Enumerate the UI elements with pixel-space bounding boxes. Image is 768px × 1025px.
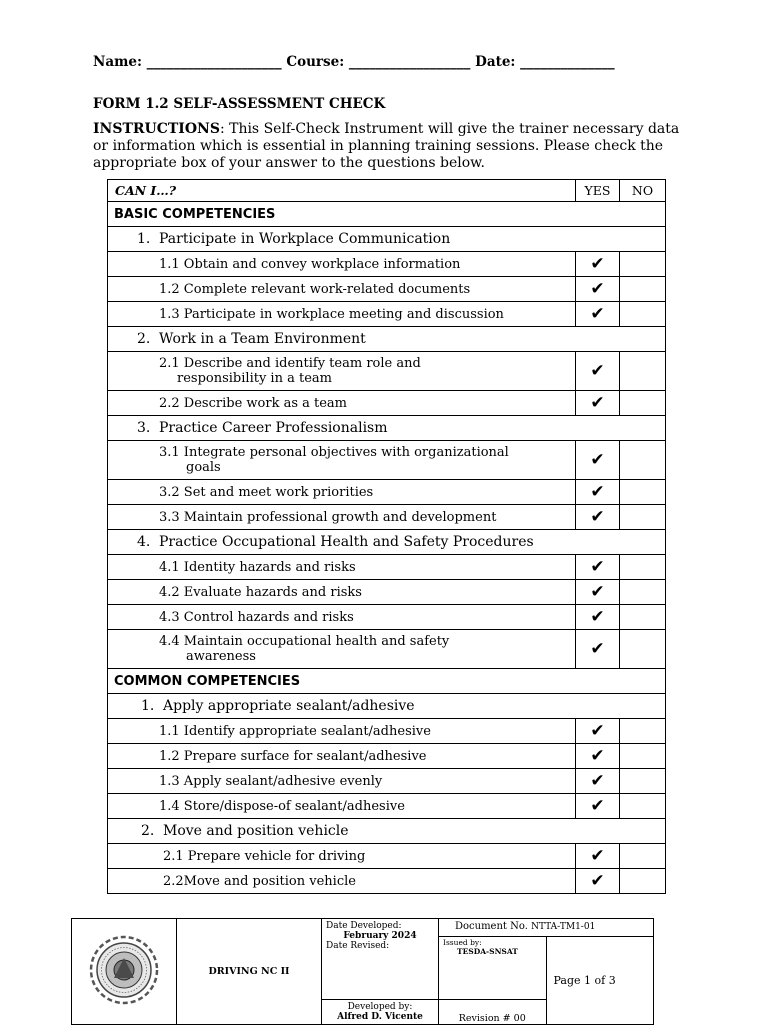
group-row xyxy=(108,227,666,252)
document-number-cell xyxy=(439,919,654,937)
table-row xyxy=(108,555,666,580)
yes-checkbox[interactable]: ✔ xyxy=(576,605,620,630)
document-number: NTTA-TM1-01 xyxy=(531,922,596,932)
no-checkbox[interactable] xyxy=(620,580,666,605)
yes-checkbox[interactable]: ✔ xyxy=(576,480,620,505)
item-label: 3.3 Maintain professional growth and development xyxy=(108,505,576,530)
item-label: 4.4 Maintain occupational health and safety awareness xyxy=(108,630,576,669)
no-checkbox[interactable] xyxy=(620,555,666,580)
item-label: 1.1 Obtain and convey workplace information xyxy=(108,252,576,277)
yes-checkbox[interactable]: ✔ xyxy=(576,505,620,530)
table-row xyxy=(108,580,666,605)
yes-checkbox[interactable]: ✔ xyxy=(576,719,620,744)
table-row xyxy=(108,744,666,769)
document-number-label: Document No. xyxy=(455,921,528,932)
yes-checkbox[interactable]: ✔ xyxy=(576,744,620,769)
yes-checkbox[interactable]: ✔ xyxy=(576,769,620,794)
issued-by-cell xyxy=(439,937,547,1000)
item-label: 1.3 Participate in workplace meeting and discussion xyxy=(108,302,576,327)
group-row xyxy=(108,530,666,555)
form-title: FORM 1.2 SELF-ASSESSMENT CHECK xyxy=(93,96,386,112)
table-row xyxy=(108,630,666,669)
yes-checkbox[interactable]: ✔ xyxy=(576,252,620,277)
no-checkbox[interactable] xyxy=(620,844,666,869)
date-field-label: Date: ______________ xyxy=(475,54,615,70)
header-yes: YES xyxy=(576,180,620,202)
group-title: 1. Apply appropriate sealant/adhesive xyxy=(108,694,666,719)
yes-checkbox[interactable]: ✔ xyxy=(576,302,620,327)
group-row xyxy=(108,416,666,441)
issued-by-label: Issued by: xyxy=(443,938,482,947)
table-row xyxy=(108,605,666,630)
group-title: 4. Practice Occupational Health and Safety Procedures xyxy=(108,530,666,555)
table-row xyxy=(108,769,666,794)
header-can-i: CAN I…? xyxy=(108,180,576,202)
no-checkbox[interactable] xyxy=(620,277,666,302)
table-header-row xyxy=(108,180,666,202)
issuer: TESDA-SNSAT xyxy=(457,947,518,956)
no-checkbox[interactable] xyxy=(620,391,666,416)
document-footer xyxy=(71,918,654,1025)
section-basic-title: BASIC COMPETENCIES xyxy=(108,202,666,227)
yes-checkbox[interactable]: ✔ xyxy=(576,391,620,416)
no-checkbox[interactable] xyxy=(620,769,666,794)
instructions-text: : This Self-Check Instrument will give the trainer necessary data or information which is essential in planning training sessions. Please check the appropriate box of your answer to the questions below. xyxy=(93,121,680,171)
table-row xyxy=(108,302,666,327)
group-row xyxy=(108,327,666,352)
instructions-label: INSTRUCTIONS xyxy=(93,121,220,137)
dates-cell xyxy=(322,919,439,1000)
date-developed-label: Date Developed: xyxy=(326,921,402,931)
no-checkbox[interactable] xyxy=(620,480,666,505)
no-checkbox[interactable] xyxy=(620,869,666,894)
item-label: 3.1 Integrate personal objectives with organizational goals xyxy=(108,441,576,480)
no-checkbox[interactable] xyxy=(620,719,666,744)
date-revised-label: Date Revised: xyxy=(326,941,390,951)
developer: Alfred D. Vicente xyxy=(337,1012,423,1022)
group-row xyxy=(108,694,666,719)
page-number: Page 1 of 3 xyxy=(546,937,654,1025)
yes-checkbox[interactable]: ✔ xyxy=(576,580,620,605)
institution-logo xyxy=(72,919,177,1025)
item-label: 1.4 Store/dispose-of sealant/adhesive xyxy=(108,794,576,819)
table-row xyxy=(108,505,666,530)
no-checkbox[interactable] xyxy=(620,505,666,530)
table-row xyxy=(108,391,666,416)
yes-checkbox[interactable]: ✔ xyxy=(576,277,620,302)
date-developed: February 2024 xyxy=(343,931,417,941)
self-assessment-table xyxy=(107,179,666,894)
yes-checkbox[interactable]: ✔ xyxy=(576,869,620,894)
item-label: 2.2Move and position vehicle xyxy=(108,869,576,894)
seal-icon xyxy=(87,933,161,1007)
item-label: 1.2 Prepare surface for sealant/adhesive xyxy=(108,744,576,769)
table-row xyxy=(108,252,666,277)
item-label: 2.1 Prepare vehicle for driving xyxy=(108,844,576,869)
item-label: 1.2 Complete relevant work-related documents xyxy=(108,277,576,302)
no-checkbox[interactable] xyxy=(620,352,666,391)
yes-checkbox[interactable]: ✔ xyxy=(576,555,620,580)
item-label: 2.1 Describe and identify team role and responsibility in a team xyxy=(108,352,576,391)
table-row xyxy=(108,352,666,391)
section-row xyxy=(108,202,666,227)
group-row xyxy=(108,819,666,844)
no-checkbox[interactable] xyxy=(620,744,666,769)
yes-checkbox[interactable]: ✔ xyxy=(576,844,620,869)
item-label: 4.3 Control hazards and risks xyxy=(108,605,576,630)
item-label: 4.1 Identity hazards and risks xyxy=(108,555,576,580)
item-label: 4.2 Evaluate hazards and risks xyxy=(108,580,576,605)
no-checkbox[interactable] xyxy=(620,794,666,819)
name-field-label: Name: ____________________ xyxy=(93,54,282,70)
group-title: 2. Move and position vehicle xyxy=(108,819,666,844)
item-label: 3.2 Set and meet work priorities xyxy=(108,480,576,505)
no-checkbox[interactable] xyxy=(620,605,666,630)
course-field-label: Course: __________________ xyxy=(286,54,471,70)
developed-by-cell xyxy=(322,1000,439,1025)
yes-checkbox[interactable]: ✔ xyxy=(576,630,620,669)
program-name: DRIVING NC II xyxy=(177,919,322,1025)
table-row xyxy=(108,844,666,869)
no-checkbox[interactable] xyxy=(620,630,666,669)
instructions xyxy=(93,121,683,172)
item-label: 1.3 Apply sealant/adhesive evenly xyxy=(108,769,576,794)
group-title: 1. Participate in Workplace Communication xyxy=(108,227,666,252)
table-row xyxy=(108,869,666,894)
table-row xyxy=(108,480,666,505)
group-title: 2. Work in a Team Environment xyxy=(108,327,666,352)
no-checkbox[interactable] xyxy=(620,441,666,480)
form-header xyxy=(93,54,615,70)
no-checkbox[interactable] xyxy=(620,302,666,327)
item-label: 1.1 Identify appropriate sealant/adhesive xyxy=(108,719,576,744)
developed-by-label: Developed by: xyxy=(347,1002,413,1012)
group-title: 3. Practice Career Professionalism xyxy=(108,416,666,441)
yes-checkbox[interactable]: ✔ xyxy=(576,794,620,819)
section-common-title: COMMON COMPETENCIES xyxy=(108,669,666,694)
yes-checkbox[interactable]: ✔ xyxy=(576,441,620,480)
table-row xyxy=(108,719,666,744)
table-row xyxy=(108,277,666,302)
yes-checkbox[interactable]: ✔ xyxy=(576,352,620,391)
no-checkbox[interactable] xyxy=(620,252,666,277)
header-no: NO xyxy=(620,180,666,202)
revision-number: Revision # 00 xyxy=(439,1000,547,1025)
table-row xyxy=(108,441,666,480)
item-label: 2.2 Describe work as a team xyxy=(108,391,576,416)
section-row xyxy=(108,669,666,694)
table-row xyxy=(108,794,666,819)
